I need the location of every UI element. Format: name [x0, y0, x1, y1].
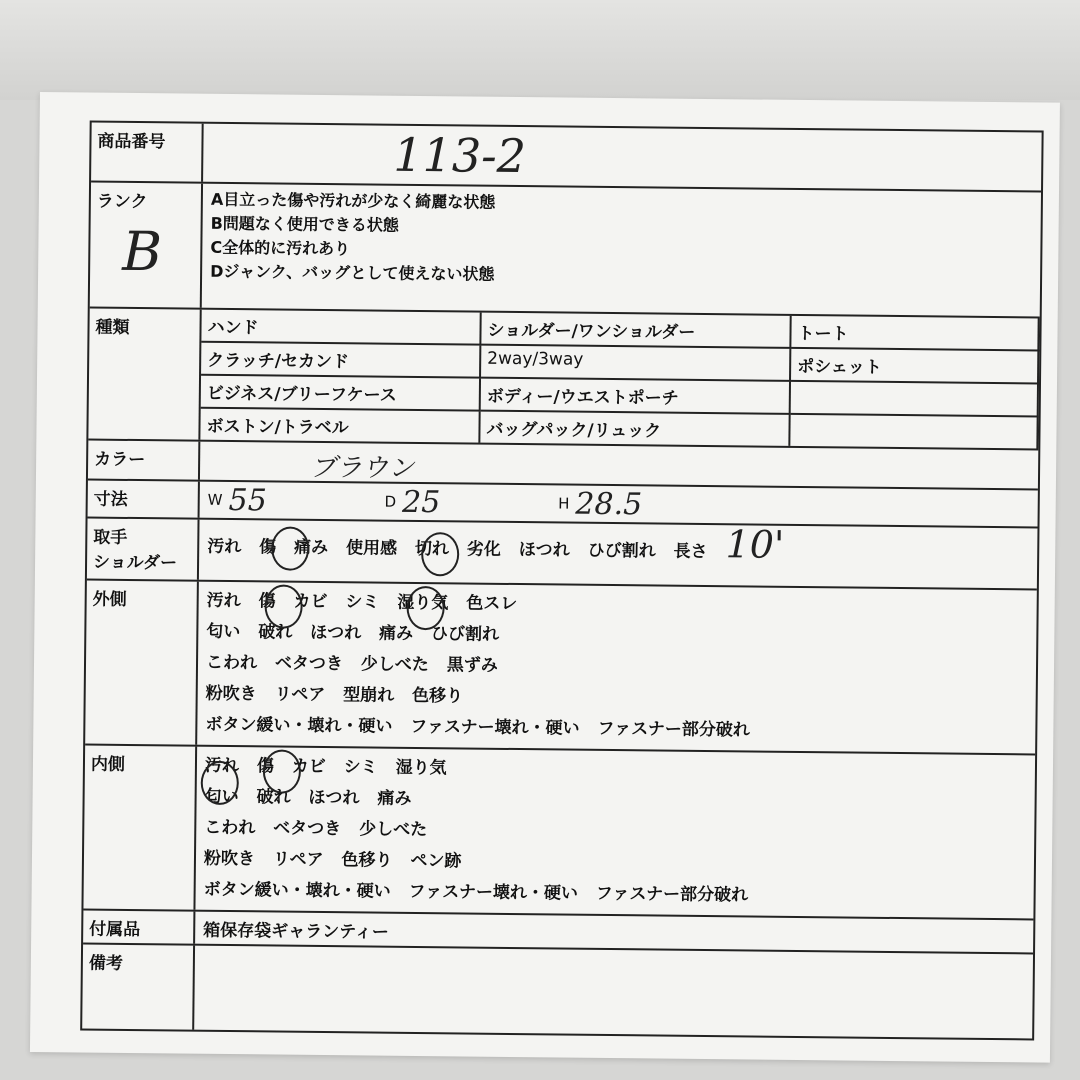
d-value: 25 — [401, 484, 441, 520]
type-option: トート — [791, 316, 1039, 352]
type-options — [200, 310, 1039, 449]
label: 外側 — [85, 581, 199, 745]
size-values — [200, 482, 1038, 527]
label: 種類 — [88, 309, 201, 440]
product-number-value: 113-2 — [393, 127, 527, 184]
label: 寸法 — [88, 481, 200, 518]
type-empty — [791, 382, 1039, 418]
condition-line: ボタン緩い・壊れ・硬い ファスナー壊れ・硬い ファスナー部分破れ — [203, 879, 749, 906]
shoulder-label: ショルダー — [92, 552, 178, 574]
circle-mark — [421, 532, 459, 576]
condition-form-sheet — [30, 92, 1060, 1063]
type-option: 2way/3way — [481, 346, 791, 382]
condition-line: ボタン緩い・壊れ・硬い ファスナー壊れ・硬い ファスナー部分破れ — [205, 714, 750, 741]
type-option-selected: ボストン/トラベル — [200, 409, 480, 443]
type-option: ハンド — [201, 310, 481, 346]
d-label: D — [384, 492, 397, 511]
label: カラー — [88, 441, 200, 480]
h-value: 28.5 — [575, 486, 643, 522]
row-product-number — [91, 123, 1042, 193]
condition-line: 汚れ 傷 カビ シミ 湿り気 色スレ — [206, 590, 518, 615]
label: 内側 — [83, 746, 197, 910]
handle-conditions: 汚れ 傷 痛み 使用感 切れ 劣化 ほつれ ひび割れ 長さ — [207, 536, 708, 563]
rank-option: A目立った傷や汚れが少なく綺麗な状態 — [210, 189, 496, 212]
rank-options — [202, 184, 1041, 317]
label — [90, 183, 203, 308]
row-type — [88, 309, 1039, 451]
type-option: ショルダー/ワンショルダー — [481, 313, 791, 349]
condition-line: 粉吹き リペア 色移り ペン跡 — [203, 848, 462, 872]
row-rank — [90, 183, 1041, 319]
circle-mark — [271, 526, 309, 570]
type-option: ポシェット — [791, 349, 1039, 385]
background — [0, 0, 1080, 100]
condition-line: 粉吹き リペア 型崩れ 色移り — [205, 683, 464, 707]
form-table — [80, 121, 1043, 1041]
inside-conditions — [195, 747, 1035, 919]
rank-option: C全体的に汚れあり — [210, 237, 351, 259]
type-empty — [790, 415, 1038, 449]
rank-option: B問題なく使用できる状態 — [210, 213, 399, 235]
rank-option: Dジャンク、バッグとして使えない状態 — [210, 261, 495, 284]
type-option: クラッチ/セカンド — [201, 343, 481, 379]
handle-items — [199, 520, 1038, 589]
label — [87, 519, 200, 580]
notes-value — [194, 946, 1033, 1039]
outside-conditions — [197, 582, 1037, 754]
condition-line: 匂い 破れ ほつれ 痛み ひび割れ — [206, 621, 500, 645]
condition-line: 匂い 破れ ほつれ 痛み — [204, 786, 412, 809]
type-option: バッグパック/リュック — [480, 412, 790, 446]
h-label: H — [558, 494, 570, 513]
condition-line: こわれ ベタつき 少しべた — [204, 817, 428, 841]
circle-mark — [263, 749, 301, 793]
accessories-value: 箱保存袋ギャランティー — [203, 920, 389, 943]
type-option: ボディー/ウエストポーチ — [481, 379, 791, 415]
row-notes — [82, 944, 1033, 1038]
w-label: W — [207, 490, 223, 509]
type-option: ビジネス/ブリーフケース — [201, 376, 481, 412]
row-outside — [85, 581, 1037, 756]
condition-line: こわれ ベタつき 少しべた 黒ずみ — [205, 652, 498, 676]
color-value: ブラウン — [309, 452, 415, 484]
handle-length: 10' — [725, 522, 785, 567]
label: 商品番号 — [91, 123, 204, 182]
rank-label: ランク — [96, 191, 148, 213]
rank-value: B — [122, 219, 163, 284]
w-value: 55 — [228, 482, 267, 518]
condition-line: 汚れ 傷 カビ シミ 湿り気 — [204, 755, 447, 779]
row-handle — [87, 519, 1038, 591]
label: 備考 — [82, 944, 195, 1029]
row-inside — [83, 746, 1035, 921]
label: 付属品 — [83, 910, 195, 943]
handle-label: 取手 — [93, 527, 128, 548]
